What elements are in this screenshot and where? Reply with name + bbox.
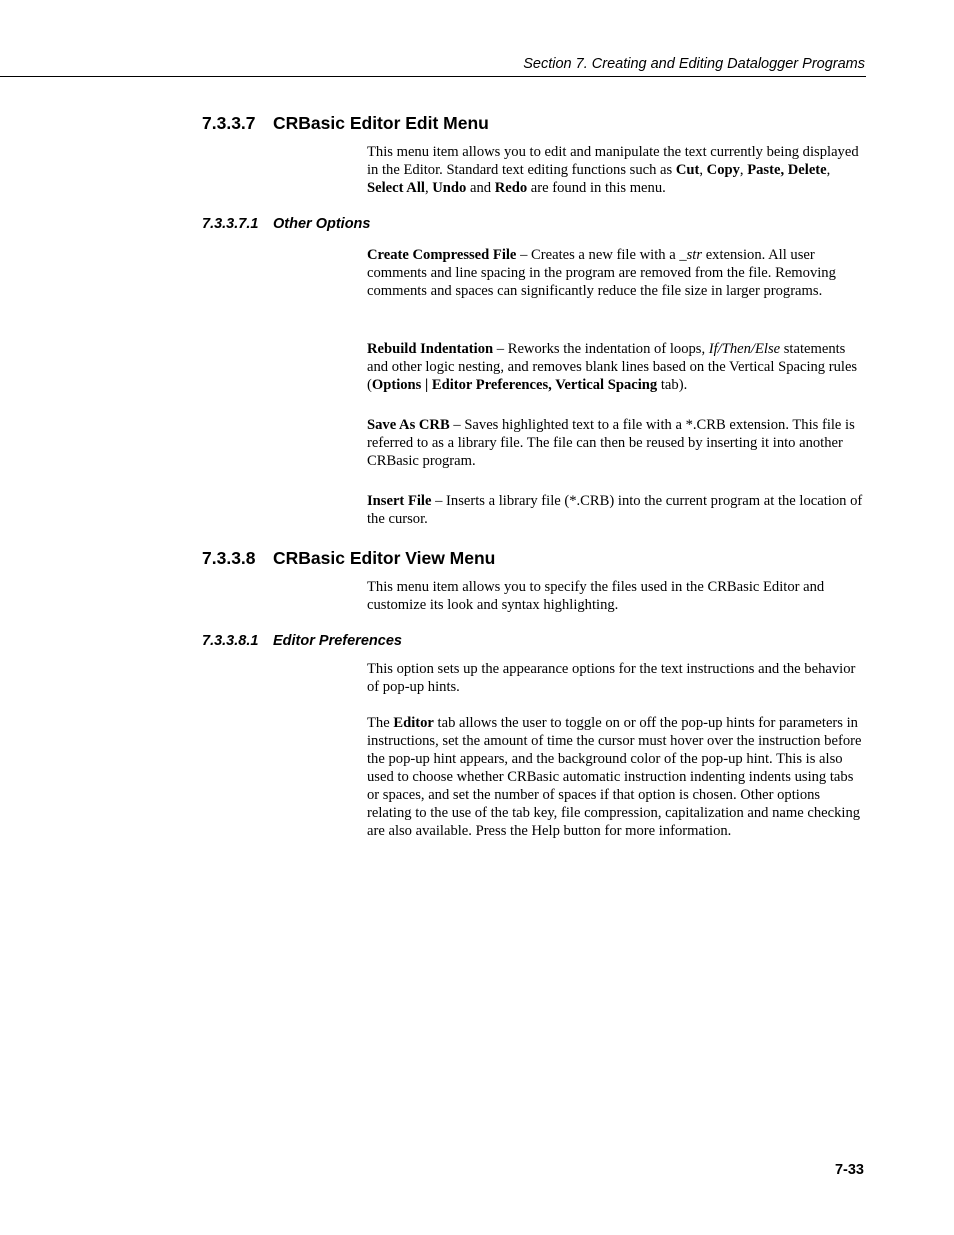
view-menu-intro: This menu item allows you to specify the files used in the CRBasic Editor and customize its look and syntax highlighting.: [367, 579, 825, 613]
text-run: statements and other logic nesting, and removes blank lines based on the Vertical Spacing rules (: [367, 341, 858, 393]
term-save-as-crb: Save As CRB: [367, 417, 450, 433]
term-undo: Undo: [432, 180, 467, 196]
header-rule: [0, 76, 866, 77]
term-copy: Copy: [706, 162, 740, 178]
term-rebuild-indentation: Rebuild Indentation: [367, 341, 494, 357]
section-heading-edit-menu: [202, 112, 489, 134]
subsection-heading-editor-preferences: [202, 632, 402, 650]
term-if-then-else: If/Then/Else: [708, 341, 781, 357]
text-run: – Saves highlighted text to a file with a *.CRB extension. This file is referred to as a library file. The file can then be reused by inserting it into another CRBasic program.: [367, 417, 855, 469]
text-run: tab allows the user to toggle on or off the pop-up hints for parameters in instructions, set the amount of time the cursor must hover over the instruction before the pop-up hint appears, and the background color of the pop-up hint. This is also used to choose whether CRBasic automatic instruction indenting indents using tabs or spaces, and set the number of spaces if that option is chosen. Other options relating to the use of the tab key, file compression, capitalization and name checking are also available. Press the Help button for more information.: [367, 715, 862, 839]
text-run: tab).: [657, 377, 688, 393]
subsection-title: Other Options: [273, 216, 371, 232]
text-run: and: [466, 180, 495, 196]
save-as-crb-paragraph: [367, 416, 864, 470]
insert-file-paragraph: [367, 492, 864, 528]
term-str-extension: _str: [679, 247, 703, 263]
editor-tab-paragraph: [367, 714, 864, 840]
text-run: – Inserts a library file (*.CRB) into the current program at the location of the cursor.: [367, 493, 863, 527]
section-title: CRBasic Editor View Menu: [273, 548, 496, 568]
running-header: Section 7. Creating and Editing Datalogger Programs: [523, 56, 865, 72]
subsection-number: 7.3.3.7.1: [202, 216, 259, 232]
edit-menu-intro: [367, 143, 864, 197]
text-run: ,: [699, 162, 707, 178]
text-run: are found in this menu.: [527, 180, 666, 196]
text-run: The: [367, 715, 394, 731]
subsection-heading-other-options: [202, 215, 370, 233]
text-run: ,: [424, 180, 433, 196]
term-insert-file: Insert File: [367, 493, 432, 509]
term-redo: Redo: [494, 180, 528, 196]
term-editor: Editor: [393, 715, 434, 731]
text-run: – Creates a new file with a: [516, 247, 680, 263]
text-run: ,: [826, 162, 831, 178]
section-title: CRBasic Editor Edit Menu: [273, 113, 489, 133]
text-run: – Reworks the indentation of loops,: [493, 341, 709, 357]
term-select-all: Select All: [367, 180, 425, 196]
section-heading-view-menu: [202, 547, 495, 569]
rebuild-indentation-paragraph: [367, 340, 864, 394]
term-create-compressed-file: Create Compressed File: [367, 247, 517, 263]
section-number: 7.3.3.8: [202, 548, 256, 568]
subsection-title: Editor Preferences: [273, 633, 402, 649]
text-run: This menu item allows you to edit and manipulate the text currently being displayed in the Editor. Standard text editing functions such as: [367, 144, 859, 178]
term-paste-delete: Paste, Delete: [747, 162, 827, 178]
term-options-path: Options | Editor Preferences, Vertical Spacing: [371, 377, 658, 393]
term-cut: Cut: [675, 162, 700, 178]
text-run: ,: [739, 162, 748, 178]
text-run: extension. All user comments and line spacing in the program are removed from the file. Removing comments and spaces can significantly reduce the file size in larger programs.: [367, 247, 836, 299]
editor-preferences-intro: This option sets up the appearance options for the text instructions and the behavior of pop-up hints.: [367, 661, 856, 695]
section-number: 7.3.3.7: [202, 113, 256, 133]
page-number: 7-33: [834, 1162, 864, 1178]
create-compressed-file-paragraph: [367, 246, 864, 300]
subsection-number: 7.3.3.8.1: [202, 633, 259, 649]
